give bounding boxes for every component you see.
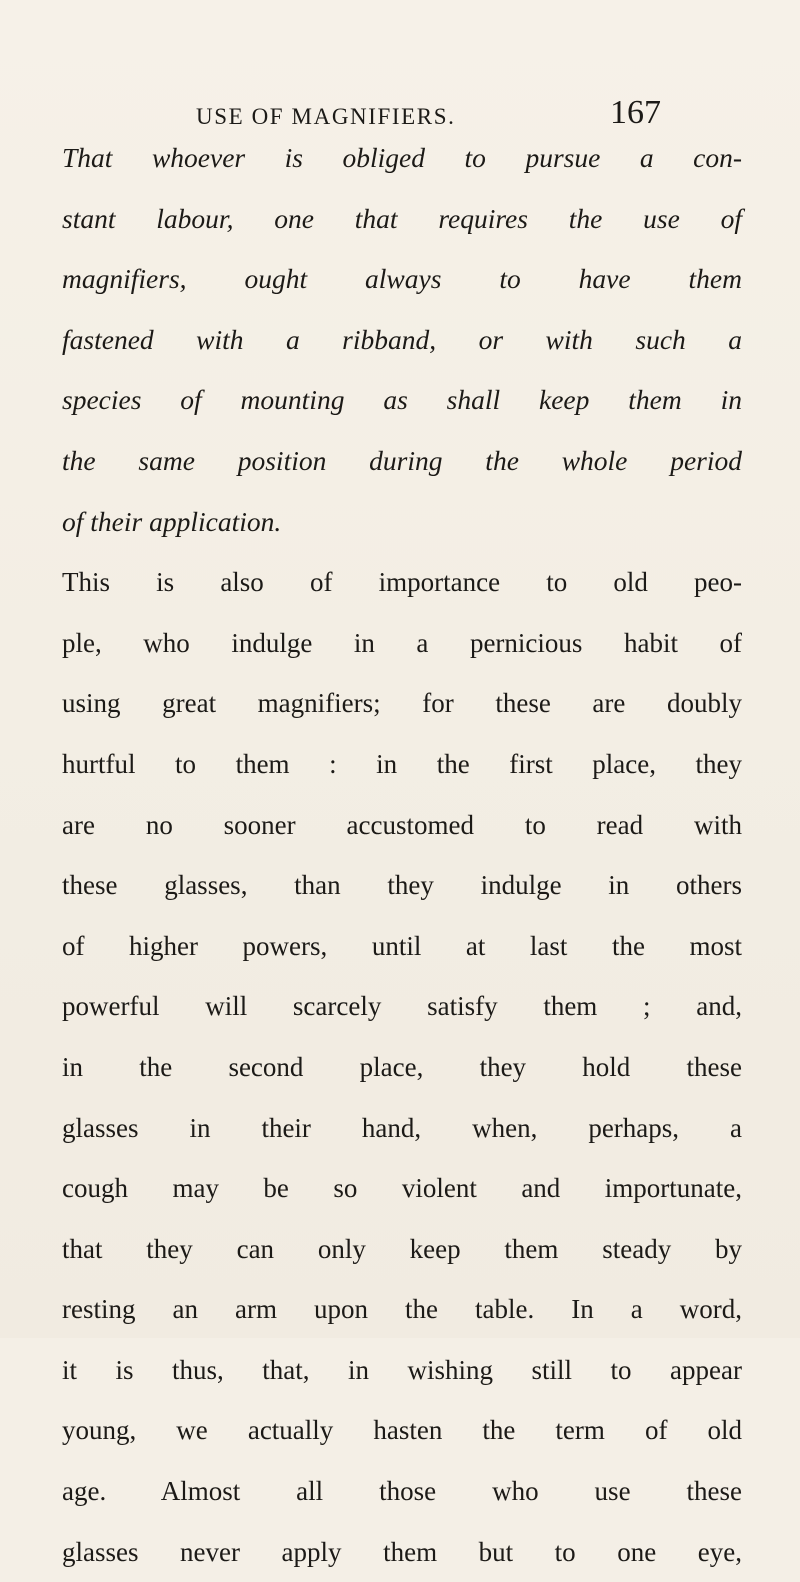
text-line: are no sooner accustomed to read with	[62, 809, 742, 840]
text-line: of their application.	[62, 505, 282, 537]
text-line: young, we actually hasten the term of old	[62, 1415, 742, 1446]
italic-paragraph	[62, 128, 742, 552]
text-line: powerful will scarcely satisfy them ; and,	[62, 991, 742, 1022]
text-line: of higher powers, until at last the most	[62, 930, 742, 961]
text-line: glasses in their hand, when, perhaps, a	[62, 1112, 742, 1143]
text-line: That whoever is obliged to pursue a con-	[62, 142, 742, 173]
text-line: age. Almost all those who use these	[62, 1476, 742, 1507]
roman-paragraph	[62, 552, 742, 1582]
text-line: it is thus, that, in wishing still to appear	[62, 1354, 742, 1385]
text-line: that they can only keep them steady by	[62, 1233, 742, 1264]
text-line: hurtful to them : in the first place, they	[62, 748, 742, 779]
text-line: magnifiers, ought always to have them	[62, 263, 742, 295]
text-line: stant labour, one that requires the use of	[62, 202, 742, 234]
running-head	[0, 78, 800, 131]
text-line: species of mounting as shall keep them in	[62, 384, 742, 416]
text-line: fastened with a ribband, or with such a	[62, 323, 742, 355]
text-line: ple, who indulge in a pernicious habit of	[62, 627, 742, 658]
text-line: resting an arm upon the table. In a word,	[62, 1294, 742, 1325]
text-line: cough may be so violent and importunate,	[62, 1173, 742, 1204]
page-number: 167	[610, 94, 661, 131]
text-line: in the second place, they hold these	[62, 1051, 742, 1082]
running-title: USE OF MAGNIFIERS.	[196, 104, 456, 129]
text-line: This is also of importance to old peo-	[62, 567, 742, 598]
text-line: glasses never apply them but to one eye,	[62, 1536, 742, 1567]
text-line: the same position during the whole period	[62, 444, 742, 476]
body-text	[62, 128, 742, 1582]
text-line: these glasses, than they indulge in others	[62, 870, 742, 901]
text-line: using great magnifiers; for these are doubly	[62, 688, 742, 719]
